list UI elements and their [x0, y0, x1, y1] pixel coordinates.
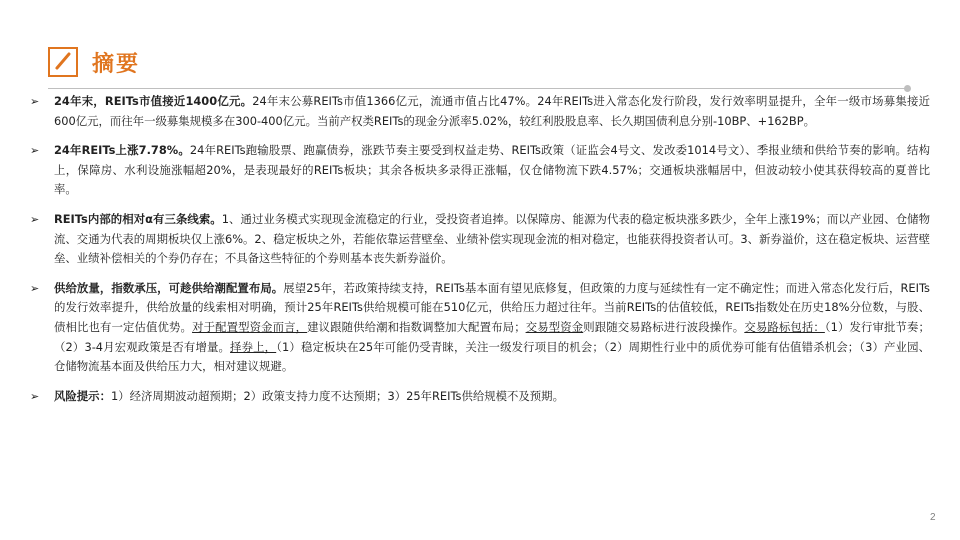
header-divider — [48, 88, 908, 89]
bullet-body: 1、通过业务模式实现现金流稳定的行业，受投资者追捧。以保障房、能源为代表的稳定板块涨多跌少，全年上涨19%；而以产业园、仓储物流、交通为代表的周期板块仅上涨6%。2、稳定板块之外，若能依靠运营壁垒、业绩补偿实现现金流的相对稳定，也能获得投资者认可。3、新券溢价，这在稳定板块、运营壁垒、业绩补偿相关的个券仍存在；不具备这些特征的个券则基本丧失新券溢价。 — [54, 211, 930, 266]
bullet-body: （1）稳定板块在25年可能仍受青睐，关注一级发行项目的机会；（2）周期性行业中的质优券可能有估值错杀机会；（3）产业园、仓储物流基本面及供给压力大，相对建议规避。 — [54, 339, 930, 374]
bullet-heading: 供给放量，指数承压，可趁供给潮配置布局。 — [54, 280, 284, 295]
bullet-body: 展望25年，若政策持续支持，REITs基本面有望见底修复，但政策的力度与延续性有一定不确定性；而进入常态化发行后，REITs的发行效率提升，供给放量的线索相对明确，预计25年REITs供给规模可能在510亿元，供给压力超过往年。当前REITs的估值较低，REITs指数处在历史18%分位数，与股、债相比也有一定估值优势。 — [54, 280, 930, 334]
list-item — [30, 210, 930, 269]
bullet-text — [54, 141, 930, 200]
bullet-body: 则跟随交易路标进行波段操作。 — [583, 319, 745, 334]
bullet-heading: 24年REITs上涨7.78%。 — [54, 143, 190, 158]
arrow-bullet-icon: ➢ — [30, 389, 40, 403]
list-item — [30, 387, 930, 407]
list-item — [30, 141, 930, 200]
pencil-square-icon — [48, 47, 78, 77]
bullet-body: （1）发行审批节奏；（2）3-4月宏观政策是否有增量。 — [54, 319, 930, 354]
arrow-bullet-icon: ➢ — [30, 212, 40, 226]
bullet-body: 建议跟随供给潮和指数调整加大配置布局； — [307, 319, 526, 334]
underlined-phrase: 交易路标包括： — [744, 319, 825, 334]
bullet-body: 24年REITs跑输股票、跑赢债券，涨跌节奏主要受到权益走势、REITs政策（证监会4号文、发改委1014号文）、季报业绩和供给节奏的影响。结构上，保障房、水利设施涨幅超20%，是表现最好的REITs板块；其余各板块多录得正涨幅，仅仓储物流下跌4.57%；交通板块涨幅居中，但波动较小使其获得较高的夏普比率。 — [54, 143, 930, 197]
bullet-heading: 24年末，REITs市值接近1400亿元。 — [54, 94, 253, 108]
header — [48, 44, 140, 80]
arrow-bullet-icon: ➢ — [30, 281, 40, 295]
underlined-phrase: 对于配置型资金而言， — [192, 319, 308, 334]
bullet-body: 1）经济周期波动超预期；2）政策支持力度不达预期；3）25年REITs供给规模不及预期。 — [110, 388, 564, 403]
bullet-text — [54, 92, 930, 131]
underlined-phrase: 择券上， — [230, 339, 277, 354]
page-title: 摘要 — [92, 50, 141, 77]
bullet-text — [54, 210, 930, 269]
divider-dot — [904, 85, 911, 92]
list-item — [30, 279, 930, 377]
bullet-body: 24年末公募REITs市值1366亿元，流通市值占比47%。24年REITs进入常态化发行阶段，发行效率明显提升，全年一级市场募集接近600亿元，而往年一级募集规模多在300-400亿元。当前产权类REITs的现金分派率5.02%，较红利股股息率、长久期国债利息分别-10BP、+162BP。 — [54, 94, 930, 128]
page-number: 2 — [930, 512, 936, 523]
list-item — [30, 92, 930, 131]
bullet-text — [54, 387, 930, 407]
bullet-heading: 风险提示： — [54, 388, 111, 403]
summary-list — [30, 92, 930, 406]
underlined-phrase: 交易型资金 — [525, 319, 584, 334]
arrow-bullet-icon: ➢ — [30, 144, 40, 158]
bullet-text — [54, 279, 930, 377]
arrow-bullet-icon: ➢ — [30, 95, 40, 108]
bullet-heading: REITs内部的相对α有三条线索。 — [54, 211, 222, 226]
